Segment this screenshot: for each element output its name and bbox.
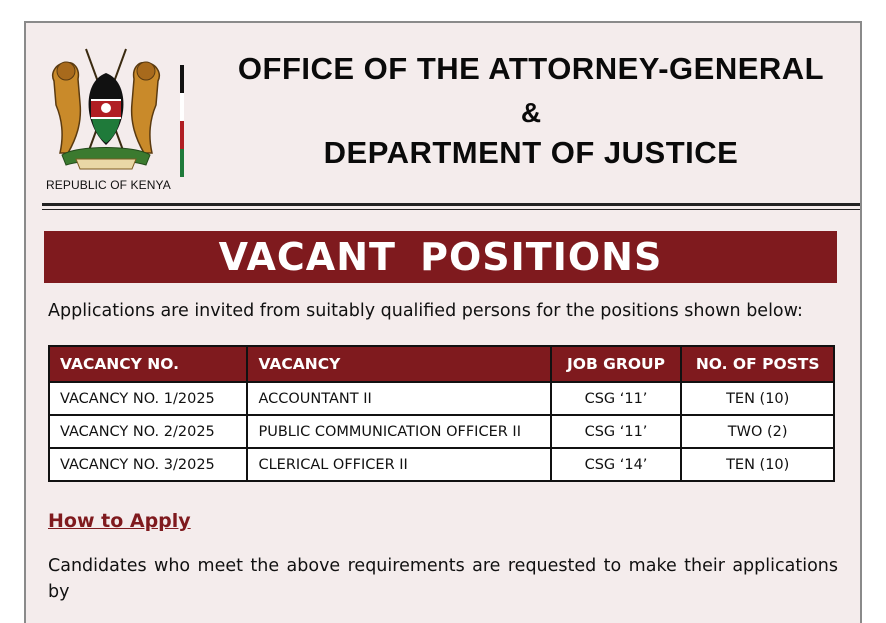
table-header-row <box>49 346 834 382</box>
header-line-ampersand: & <box>520 97 542 128</box>
vacancy-title-cell: PUBLIC COMMUNICATION OFFICER II <box>247 415 550 448</box>
column-header-vacancy-no: VACANCY NO. <box>49 346 247 382</box>
kenya-coat-of-arms-icon <box>46 43 166 173</box>
vacancy-number-cell: VACANCY NO. 1/2025 <box>49 382 247 415</box>
vacancies-table <box>48 345 835 482</box>
how-to-apply-text: Candidates who meet the above requirements are requested to make their applications by <box>48 556 838 602</box>
document-page <box>24 21 862 623</box>
header-line-office: OFFICE OF THE ATTORNEY-GENERAL <box>237 51 825 86</box>
coat-of-arms-caption: REPUBLIC OF KENYA <box>46 178 171 192</box>
vacancy-title-cell: ACCOUNTANT II <box>247 382 550 415</box>
vacant-positions-banner: VACANT POSITIONS <box>44 231 837 283</box>
job-group-cell: CSG ‘11’ <box>551 382 682 415</box>
intro-paragraph: Applications are invited from suitably qualified persons for the positions shown below: <box>48 301 803 321</box>
job-group-cell: CSG ‘11’ <box>551 415 682 448</box>
table-row <box>49 448 834 481</box>
header-divider-thin <box>42 209 860 210</box>
column-header-job-group: JOB GROUP <box>551 346 682 382</box>
posts-count-cell: TWO (2) <box>681 415 834 448</box>
posts-count-cell: TEN (10) <box>681 448 834 481</box>
table-row <box>49 415 834 448</box>
how-to-apply-heading: How to Apply <box>48 510 191 532</box>
table-row <box>49 382 834 415</box>
header-line-department: DEPARTMENT OF JUSTICE <box>323 135 739 170</box>
vacancy-number-cell: VACANCY NO. 2/2025 <box>49 415 247 448</box>
header-divider-thick <box>42 203 860 206</box>
vacancy-title-cell: CLERICAL OFFICER II <box>247 448 550 481</box>
column-header-vacancy: VACANCY <box>247 346 550 382</box>
job-group-cell: CSG ‘14’ <box>551 448 682 481</box>
vacancy-number-cell: VACANCY NO. 3/2025 <box>49 448 247 481</box>
posts-count-cell: TEN (10) <box>681 382 834 415</box>
column-header-no-of-posts: NO. OF POSTS <box>681 346 834 382</box>
kenya-flag-stripes <box>180 65 184 177</box>
